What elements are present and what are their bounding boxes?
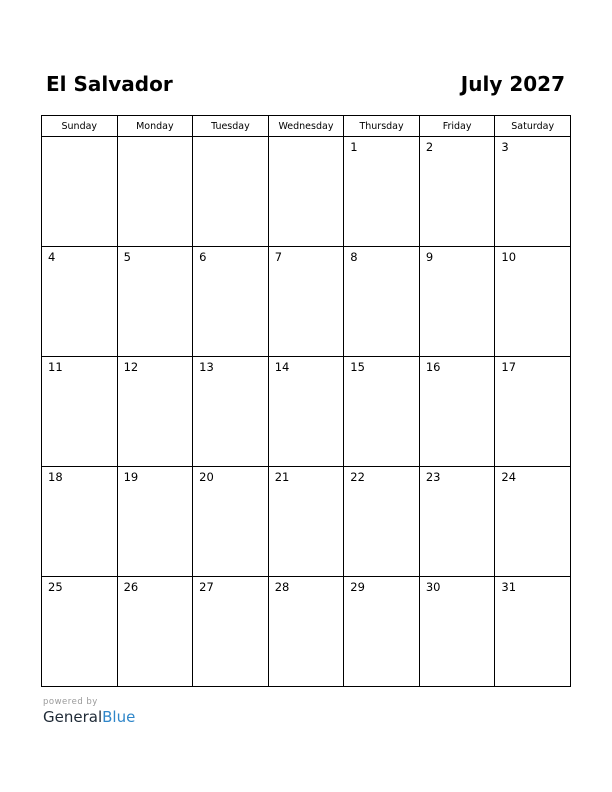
- day-cell: [495, 467, 571, 577]
- day-cell: [419, 467, 495, 577]
- day-number: 9: [425, 250, 434, 264]
- month-year-title: July 2027: [460, 72, 565, 96]
- day-number: 5: [123, 250, 131, 264]
- day-cell: [117, 137, 193, 247]
- day-cell: [117, 577, 193, 687]
- day-cell: [344, 467, 420, 577]
- day-number: 22: [350, 470, 365, 484]
- day-cell: [42, 577, 118, 687]
- day-cell: [344, 577, 420, 687]
- day-cell: [193, 247, 269, 357]
- powered-by-text: powered by: [43, 697, 98, 707]
- footer-branding: [43, 697, 135, 727]
- day-cell: [419, 137, 495, 247]
- day-number: 30: [425, 580, 441, 594]
- weekday-friday: Friday: [419, 116, 495, 137]
- day-cell: [419, 247, 495, 357]
- day-cell: [268, 467, 344, 577]
- week-row-1: [42, 137, 571, 247]
- weekday-sunday: Sunday: [42, 116, 118, 137]
- day-number: 21: [274, 470, 290, 484]
- day-cell: [419, 577, 495, 687]
- day-cell: [495, 357, 571, 467]
- day-number: 18: [48, 470, 63, 484]
- day-number: 17: [501, 360, 517, 374]
- day-number: 19: [123, 470, 139, 484]
- day-number: 25: [48, 580, 63, 594]
- brand-blue-text: Blue: [102, 708, 136, 726]
- day-number: 7: [274, 250, 283, 264]
- day-cell: [268, 357, 344, 467]
- day-number: 1: [350, 140, 358, 154]
- day-number: 3: [501, 140, 509, 154]
- day-number: 16: [425, 360, 441, 374]
- day-number: 8: [350, 250, 358, 264]
- weekday-thursday: Thursday: [344, 116, 420, 137]
- week-row-5: [42, 577, 571, 687]
- day-number: 23: [425, 470, 441, 484]
- day-number: 13: [199, 360, 214, 374]
- week-row-2: [42, 247, 571, 357]
- day-number: 6: [199, 250, 207, 264]
- day-cell: [495, 137, 571, 247]
- day-cell: [193, 137, 269, 247]
- day-cell: [117, 467, 193, 577]
- day-number: 27: [199, 580, 214, 594]
- day-number: [118, 137, 193, 141]
- day-number: 24: [501, 470, 517, 484]
- day-number: 14: [274, 360, 290, 374]
- country-title: El Salvador: [46, 72, 173, 96]
- day-number: 4: [48, 250, 56, 264]
- day-cell: [495, 247, 571, 357]
- weekday-header-row: [42, 116, 571, 137]
- day-cell: [268, 137, 344, 247]
- day-number: 12: [123, 360, 139, 374]
- day-cell: [42, 357, 118, 467]
- day-cell: [268, 247, 344, 357]
- day-number: 31: [501, 580, 517, 594]
- weekday-wednesday: Wednesday: [268, 116, 344, 137]
- day-cell: [344, 357, 420, 467]
- day-number: 29: [350, 580, 365, 594]
- calendar-grid: [41, 115, 571, 687]
- generalblue-logo[interactable]: [43, 708, 135, 727]
- day-cell: [193, 357, 269, 467]
- day-number: [42, 137, 117, 141]
- day-number: 26: [123, 580, 139, 594]
- day-cell: [344, 137, 420, 247]
- day-cell: [42, 247, 118, 357]
- day-cell: [419, 357, 495, 467]
- day-cell: [193, 467, 269, 577]
- day-number: 15: [350, 360, 365, 374]
- brand-general-text: General: [43, 708, 103, 726]
- day-cell: [42, 137, 118, 247]
- day-number: 10: [501, 250, 517, 264]
- day-cell: [495, 577, 571, 687]
- week-row-4: [42, 467, 571, 577]
- weekday-tuesday: Tuesday: [193, 116, 269, 137]
- day-number: 20: [199, 470, 214, 484]
- day-cell: [344, 247, 420, 357]
- day-number: 11: [48, 360, 63, 374]
- day-number: 28: [274, 580, 290, 594]
- day-number: [269, 137, 344, 141]
- day-cell: [117, 247, 193, 357]
- day-number: 2: [425, 140, 434, 154]
- day-cell: [193, 577, 269, 687]
- day-number: [193, 137, 268, 141]
- weekday-saturday: Saturday: [495, 116, 571, 137]
- day-cell: [42, 467, 118, 577]
- day-cell: [268, 577, 344, 687]
- week-row-3: [42, 357, 571, 467]
- day-cell: [117, 357, 193, 467]
- weekday-monday: Monday: [117, 116, 193, 137]
